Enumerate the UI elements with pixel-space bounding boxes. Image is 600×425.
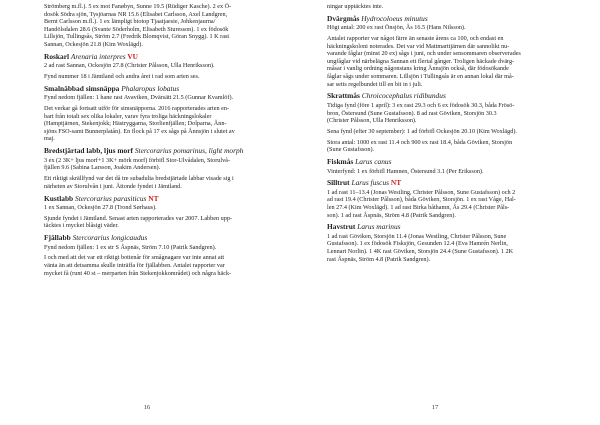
text-line: täcktes i mycket blåsigt väder. bbox=[44, 222, 119, 230]
species-name: Fiskmås bbox=[327, 157, 354, 167]
species-heading bbox=[44, 146, 276, 155]
text-line: (Christer Pålsson, Ulla Henriksson). bbox=[327, 117, 417, 125]
text-line: Sannan, Ockesjön 21.8 (Kim Woxlägd). bbox=[44, 40, 143, 48]
species-name: Fjällabb bbox=[44, 233, 71, 243]
redlist-badge: NT bbox=[148, 193, 159, 203]
text-line: Fynd nedom fjällen: 1 hane rast Avaviken, Dvärsätt 21.5 (Gunnar Kvamlöf). bbox=[44, 94, 234, 102]
species-name: Kustlabb bbox=[44, 193, 74, 203]
text-line: 2 ad rast Sannan, Ockesjön 27.8 (Christer Pålsson, Ulla Henriksson). bbox=[44, 62, 215, 70]
text-line: fjällen 9.6 (Sabina Larsson, Joakim Andersen). bbox=[44, 164, 161, 172]
text-line: Fynd nedom fjällen: 1 ex str S Åspnäs, Ström 7.10 (Patrik Sandgren). bbox=[44, 243, 217, 251]
species-name: Roskarl bbox=[44, 51, 70, 61]
species-name: Bredstjärtad labb, ljus morf bbox=[44, 146, 133, 156]
observation-paragraph bbox=[44, 254, 276, 277]
text-line: Högt antal: 200 ex rast Önsjön, Ås 16.5 (Hans Nilsson). bbox=[327, 24, 466, 32]
text-line: fåglar sågs under sommaren. Lillsjön i Tullingsås är en annan lokal där må- bbox=[327, 73, 514, 81]
text-line: rast Åspnäs, Ström 4.8 (Patrik Sandgren). bbox=[327, 255, 431, 263]
text-line: bron, Östersund (Sune Gustafsson). 8 ad rast Göviken, Storsjön 30.3 bbox=[327, 109, 497, 117]
text-line: Lennart Norlin). 1 4K rast Göviken, Storsjön 24.4 (Sune Gustafsson). 1 2K bbox=[327, 248, 514, 256]
species-name: Dvärgmås bbox=[327, 13, 360, 23]
observation-paragraph bbox=[44, 94, 276, 102]
species-heading bbox=[327, 222, 559, 231]
right-page bbox=[300, 0, 600, 425]
observation-paragraph bbox=[44, 215, 276, 230]
species-name: Havstrut bbox=[327, 222, 356, 232]
observation-paragraph bbox=[44, 73, 276, 81]
text-line: närheten av Storulvån i juni. Åttonde fyndet i Jämtland. bbox=[44, 182, 182, 190]
species-heading bbox=[44, 233, 276, 242]
text-line: 1 ex Sannan, Ockesjön 27.8 (Trond Sørhaus). bbox=[44, 204, 157, 211]
redlist-badge: NT bbox=[390, 178, 402, 188]
observation-paragraph bbox=[44, 62, 276, 70]
species-latin: Hydrocoloeus minutus bbox=[361, 13, 428, 23]
species-name: Skrattmås bbox=[327, 91, 360, 101]
text-line: sjöns FSO-samt Bunnerplatån). En flock på 17 ex sågs på Ånnsjön i slutet av bbox=[44, 127, 235, 135]
text-line: 1 ad rast Göviken, Storsjön 11.4 (Jonas Westling, Christer Pålsson, Sune bbox=[327, 232, 507, 240]
text-line: 1 ad rast 11–13.4 (Jonas Westling, Christer Pålsson, Sune Gustafsson) och 2 bbox=[327, 188, 516, 196]
left-page-text bbox=[44, 3, 276, 280]
text-line: ningar upptäcktes inte. bbox=[327, 3, 384, 10]
text-line: Antalet rapporter var något färre än senaste årens ca 100, och endast en bbox=[327, 35, 504, 43]
text-line: 3 ex (2 3K+ ljus morf+1 3K+ mörk morf) förbifl Stor-Ulvådalen, Storulvå- bbox=[44, 156, 230, 164]
text-line: Vinterfynd: 1 ex förbifl Hamnen, Östersund 3.1 (Per Eriksson). bbox=[327, 167, 484, 175]
text-line: häckningskoloni noterades. Det var vid Mattmarttjärnen där sannolikt nu- bbox=[327, 42, 510, 50]
text-line: (Sune Gustafsson). bbox=[327, 146, 375, 154]
redlist-badge: VU bbox=[127, 51, 138, 61]
species-latin: Stercorarius longicaudus bbox=[72, 233, 148, 243]
text-line: dosök Södra sjön, Tysjöarnas NR 15.6 (Elisabet Carlsson, Axel Landgren, bbox=[44, 10, 228, 18]
text-line: maj. bbox=[44, 135, 55, 143]
observation-paragraph bbox=[327, 139, 559, 154]
observation-paragraph bbox=[44, 157, 276, 172]
text-line: Tidiga fynd (före 1 april): 3 ex rast 29.3 och 6 ex födosök 30.3, båda Frösö- bbox=[327, 101, 515, 109]
text-line: Ett riktigt skrällfynd var det då tre subadulta bredstjärtade labbar visade sig i bbox=[44, 175, 234, 183]
text-line: len 27.4 (Kim Woxlägd). 1 ad rast Birka båthamn, Ås 29.4 (Christer Påls- bbox=[327, 204, 510, 211]
observation-paragraph bbox=[327, 233, 559, 263]
species-latin: Larus canus bbox=[355, 157, 392, 167]
text-line: bart från totalt sex olika lokaler, varav fyra troliga häckningslokaler bbox=[44, 112, 212, 120]
text-line: ad rast 19.4 (Christer Pålsson), båda Göviken, Storsjön. 1 ex rast Våge, Hal- bbox=[327, 196, 516, 204]
intro-paragraph bbox=[44, 3, 276, 49]
observation-paragraph bbox=[327, 102, 559, 125]
species-heading bbox=[44, 194, 276, 203]
species-heading bbox=[44, 84, 276, 93]
text-line: Strömberg m.fl.). 5 ex mot Fanøbyn, Sunne 19.5 (Rüdiger Kasche). 2 ex Ö- bbox=[44, 3, 232, 10]
text-line: (Hamptjärnen, Stekenjokk; Hästryggarna, Storlienfjällen; Dolparna, Ånn- bbox=[44, 120, 227, 128]
species-latin: Chroicocephalus ridibundus bbox=[361, 91, 446, 101]
text-line: mycket få (runt 40 st – merparten från Stekenjokkområdet) och några häck- bbox=[44, 269, 232, 277]
observation-paragraph bbox=[327, 168, 559, 176]
observation-paragraph bbox=[327, 24, 559, 32]
text-line: Sena fynd (efter 30 september): 1 ad förbifl Ockesjön 20.10 (Kim Woxlägd). bbox=[327, 127, 517, 135]
text-line: Stora antal: 1000 ex rast 11.4 och 900 ex rast 18.4, båda Göviken, Storsjön bbox=[327, 138, 513, 146]
text-line: varande fåglar (minst 20 ex) sågs i juni, och under sensommaren observerades bbox=[327, 50, 521, 58]
species-heading bbox=[327, 14, 559, 23]
observation-paragraph bbox=[327, 128, 559, 136]
observation-paragraph bbox=[44, 204, 276, 212]
text-line: Lillsjön, Tullingsås, Ström 2.7 (Fredrik Blomqvist, Göran Snygg). 1 K rast bbox=[44, 33, 230, 41]
observation-paragraph bbox=[44, 244, 276, 252]
species-heading bbox=[327, 157, 559, 166]
observation-paragraph bbox=[327, 35, 559, 88]
observation-paragraph bbox=[44, 175, 276, 190]
text-line: I och med att det var ett riktigt bottenår för smågnagare var inte annat att bbox=[44, 254, 225, 262]
text-line: måsar i vanlig ordning någonstans kring Ånnsjön också, där födosökande bbox=[327, 65, 509, 73]
right-page-text bbox=[327, 3, 559, 266]
page-number: 16 bbox=[143, 404, 151, 411]
species-latin: Larus marinus bbox=[357, 222, 401, 232]
text-line: Sjunde fyndet i Jämtland. Senast arten rapporterades var 2007. Labben upp- bbox=[44, 214, 232, 222]
text-line: sar setts regelbundet till en bit in i juli. bbox=[327, 80, 423, 88]
text-line: Gustafsson). 1 ex födosök Fisksjön, Gesunden 12.4 (Eva Hamrén Nerlin, bbox=[327, 240, 508, 248]
species-latin: Phalaropus lobatus bbox=[121, 83, 180, 93]
species-heading bbox=[327, 91, 559, 100]
text-line: Fynd nummer 18 i Jämtland och andra året i rad som arten ses. bbox=[44, 73, 200, 81]
species-name: Silltrut bbox=[327, 178, 350, 188]
text-line: son). 1 ad rast Åspnäs, Ström 4.8 (Patrik Sandgren). bbox=[327, 211, 456, 219]
species-heading bbox=[327, 178, 559, 187]
observation-paragraph bbox=[44, 105, 276, 143]
text-line: Bernt Carlsson m.fl.). 1 ex lämpligt biotop Tjaatjaesie, Johkenjaurna/ bbox=[44, 18, 216, 26]
species-latin: Stercorarius pomarinus, light morph bbox=[134, 146, 244, 156]
species-name: Smalnäbbad simsnäppa bbox=[44, 83, 120, 93]
text-line: ungfåglar vid närbelägna Sannan ett flertal gånger. Troligen häckade dvärg- bbox=[327, 57, 515, 65]
species-latin: Stercorarius parasiticus bbox=[75, 193, 147, 203]
intro-paragraph bbox=[327, 3, 559, 11]
species-heading bbox=[44, 52, 276, 61]
text-line: Handölsdalen 28.6 (Svante Söderholm, Elisabeth Sturesson). 1 ex födosök bbox=[44, 25, 229, 33]
species-latin: Arenaria interpres bbox=[70, 51, 126, 61]
text-line: vänta än att detsamma skulle inträffa för fjällabben. Antalet rapporter var bbox=[44, 262, 225, 270]
observation-paragraph bbox=[327, 189, 559, 219]
text-line: Det verkar gå fortsatt utför för simsnäpporna. 2016 rapporterades arten en- bbox=[44, 105, 230, 113]
page-number: 17 bbox=[431, 404, 439, 411]
species-latin: Larus fuscus bbox=[351, 178, 390, 188]
